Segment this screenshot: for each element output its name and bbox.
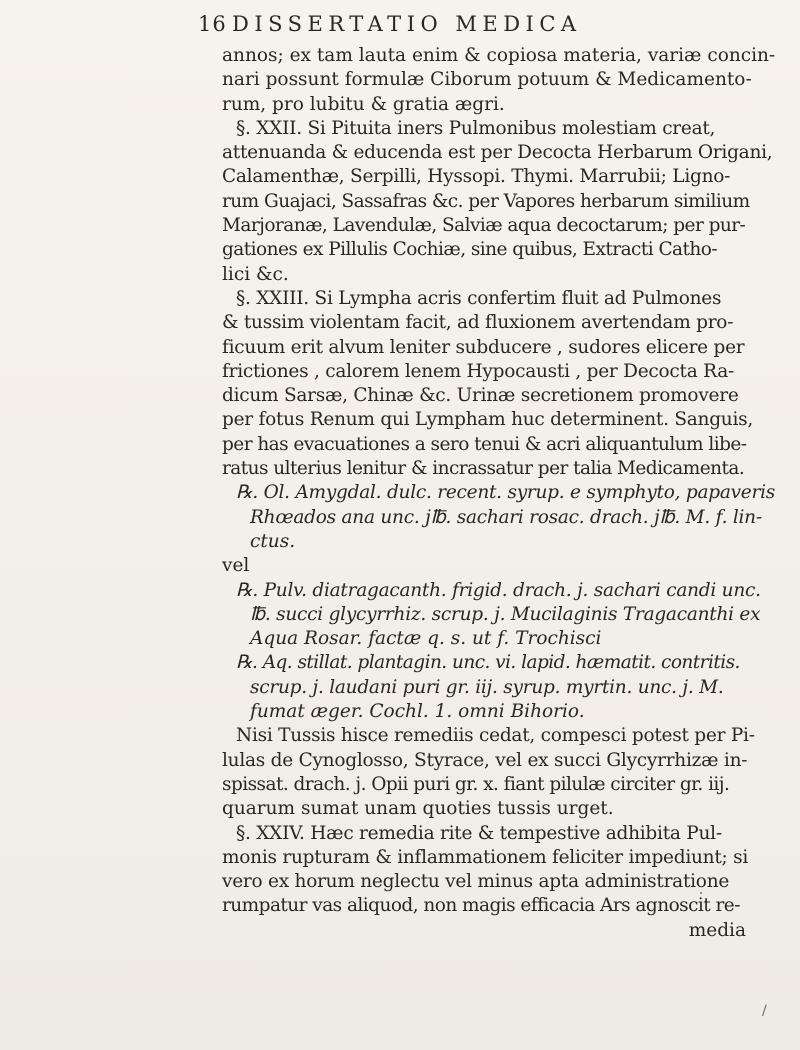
margin-mark: / [762, 1003, 767, 1019]
catchword: media [688, 919, 746, 941]
prescription-line: ℞. Aq. stillat. plantagin. unc. vi. lapid. hæmatit. contritis. [236, 652, 740, 674]
text-line: rum Guajaci, Sassafras &c. per Vapores herbarum similium [222, 190, 750, 212]
text-line: spissat. drach. j. Opii puri gr. x. fiant pilulæ circiter gr. iij. [222, 773, 730, 795]
text-line: lulas de Cynoglosso, Styrace, vel ex succi Glycyrrhizæ in- [222, 749, 748, 771]
text-line: frictiones , calorem lenem Hypocausti , per Decocta Ra- [222, 360, 735, 382]
prescription-line: ℔. succi glycyrrhiz. scrup. j. Mucilaginis Tragacanthi ex [250, 603, 761, 625]
text-line: quarum sumat unam quoties tussis urget. [222, 798, 614, 820]
text-line-vel: vel [222, 555, 250, 577]
prescription-line: ℞. Pulv. diatragacanth. frigid. drach. j. sachari candi unc. [236, 579, 761, 601]
section-heading-xxiv: §. XXIV. Hæc remedia rite & tempestive adhibita Pul- [236, 822, 722, 844]
text-line: attenuanda & educenda est per Decocta Herbarum Origani, [222, 142, 773, 164]
text-line: annos; ex tam lauta enim & copiosa materia, variæ concin- [222, 45, 776, 66]
text-line: per has evacuationes a sero tenui & acri aliquantulum libe- [222, 433, 747, 455]
text-line: rum, pro lubitu & gratia ægri. [222, 93, 505, 115]
prescription-line: Aqua Rosar. factæ q. s. ut f. Trochisci [250, 628, 602, 650]
body-text [222, 44, 782, 943]
section-heading-xxii: §. XXII. Si Pituita iners Pulmonibus molestiam creat, [236, 117, 716, 139]
text-line: gationes ex Pillulis Cochiæ, sine quibus, Extracti Catho- [222, 239, 718, 261]
page-header [0, 12, 800, 42]
prescription-line: ctus. [250, 530, 296, 552]
prescription-line: ℞. Ol. Amygdal. dulc. recent. syrup. e symphyto, papaveris [236, 482, 776, 504]
text-line: ficuum erit alvum leniter subducere , sudores elicere per [222, 336, 745, 358]
running-title: DISSERTATIO MEDICA [232, 12, 582, 36]
prescription-line: scrup. j. laudani puri gr. iij. syrup. myrtin. unc. j. M. [250, 676, 724, 698]
page-number: 16 [198, 12, 227, 36]
text-line: Calamenthæ, Serpilli, Hyssopi. Thymi. Marrubii; Ligno- [222, 166, 731, 188]
text-line: dicum Sarsæ, Chinæ &c. Urinæ secretionem promovere [222, 385, 739, 407]
text-line: lici &c. [222, 263, 289, 285]
text-line: Nisi Tussis hisce remediis cedat, compesci potest per Pi- [236, 725, 755, 747]
text-line: per fotus Renum qui Lympham huc determinent. Sanguis, [222, 409, 754, 431]
text-line: ratus ulterius lenitur & incrassatur per talia Medicamenta. [222, 458, 745, 480]
text-line: & tussim violentam facit, ad fluxionem avertendam pro- [222, 312, 734, 334]
prescription-line: fumat æger. Cochl. 1. omni Bihorio. [250, 701, 585, 723]
section-heading-xxiii: §. XXIII. Si Lympha acris confertim fluit ad Pulmones [236, 287, 722, 309]
text-line: monis rupturam & inflammationem feliciter impediunt; si [222, 846, 749, 868]
text-line: rumpatur vas aliquod, non magis efficacia Ars agnoscit re- [222, 895, 740, 917]
text-line: vero ex horum neglectu vel minus apta administratione [222, 871, 730, 893]
text-line: nari possunt formulæ Ciborum potuum & Medicamento- [222, 69, 752, 91]
margin-dot [700, 892, 702, 894]
text-line: Marjoranæ, Lavendulæ, Salviæ aqua decoctarum; per pur- [222, 215, 746, 237]
prescription-line: Rhœados ana unc. j℔. sachari rosac. drach. j℔. M. f. lin- [250, 506, 762, 528]
